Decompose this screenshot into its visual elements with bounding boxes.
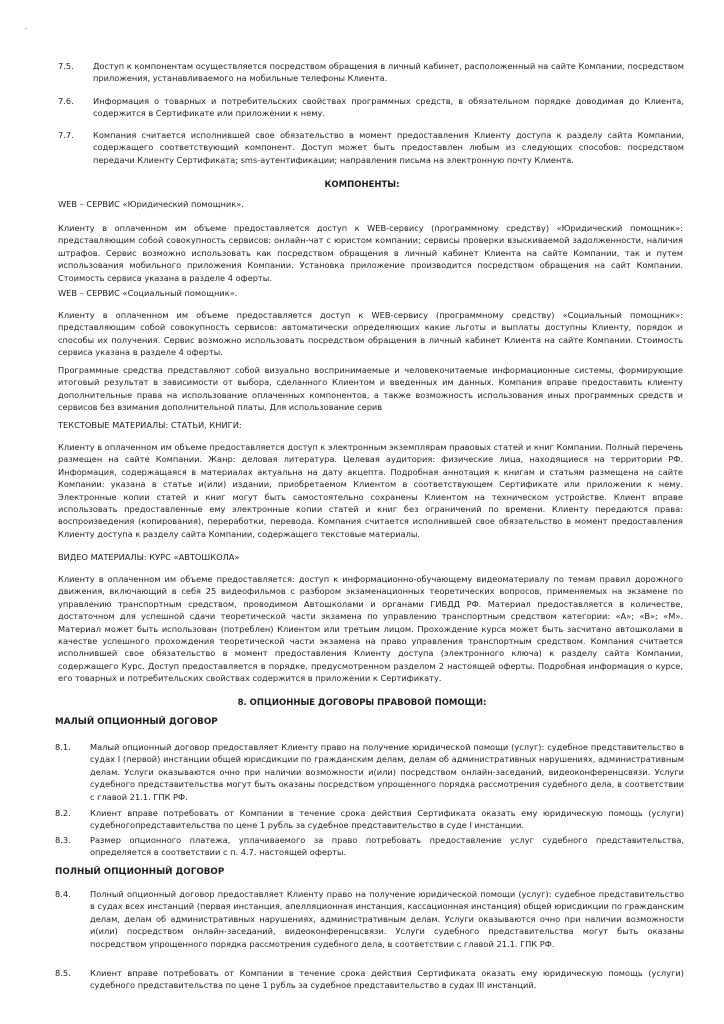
clause-text: Клиент вправе потребовать от Компании в течение срока действия Сертификата оказать ему юридическую помощь (услуги) судебного представительства по цене 1 рубль за судебное представительство в судах III инстанций.	[90, 968, 684, 991]
clause-text: Доступ к компонентам осуществляется посредством обращения в личный кабинет, расположенный на сайте Компании, посредством приложения, устанавливаемого на мобильные телефоны Клиента.	[93, 61, 684, 84]
clause-8-4	[55, 888, 684, 950]
clause-text: Информация о товарных и потребительских свойствах программных средств, в обязательном порядке доводимая до Клиента, содержится в Сертификате или приложении к нему.	[93, 96, 684, 119]
text-materials-label: ТЕКСТОВЫЕ МАТЕРИАЛЫ: СТАТЬИ, КНИГИ:	[58, 420, 242, 430]
clause-7-5	[58, 60, 684, 85]
clause-8-1	[55, 741, 684, 803]
clause-text: Клиент вправе потребовать от Компании в течение срока действия Сертификата оказать ему юридическую помощь (услуги) судебногопредставительства по цене 1 рубль за судебное представительство в суде I инстанции.	[90, 808, 684, 831]
clause-8-3	[55, 834, 684, 859]
clause-8-5	[55, 967, 684, 992]
full-option-contract-heading: ПОЛНЫЙ ОПЦИОННЫЙ ДОГОВОР	[55, 867, 225, 877]
clause-number: 8.4.	[55, 889, 71, 899]
social-assistant-text: Клиенту в оплаченном им объеме предоставляется доступ к WEB-сервису (программному средству) «Социальный помощник»: представляющим собой совокупность сервисов: автоматически определяющих какие льготы и выплаты доступны Клиенту, порядок и способы их получения. Сервис возможно использовать посредством обращения в личный кабинет Клиента на сайте Компании. Стоимость сервиса указана в разделе 4 оферты.	[58, 310, 683, 358]
clause-7-6	[58, 95, 684, 120]
social-assistant-label: WEB – СЕРВИС «Социальный помощник».	[58, 288, 238, 298]
scan-artifact	[25, 28, 27, 29]
text-materials-text: Клиенту в оплаченном им объеме предоставляется доступ к электронным экземплярам правовых статей и книг Компании. Полный перечень размещен на сайте Компании. Жанр: деловая литература. Целевая аудитория: физические лица, находящиеся на территории РФ. Информация, содержащаяся в материалах актуальна на дату акцепта. Подробная аннотация к книгам и статьям размещена на сайте Компании: указана в статье и(или) издании, приобретаемом Клиентом в соответствующем Сертификате или приложении к нему. Электронные копии статей и книг могут быть самостоятельно сохранены Клиентом на техническом устройстве. Клиент вправе использовать предоставленные ему электронные копии статей и книг без ограничений по времени. Клиенту передаются права: воспроизведения (копирования), переработки, перевода. Компания считается исполнившей свое обязательство в момент предоставления Клиенту доступа к разделу сайта Компании, содержащего текстовые материалы.	[58, 442, 683, 539]
small-option-contract-heading: МАЛЫЙ ОПЦИОННЫЙ ДОГОВОР	[55, 717, 218, 727]
legal-assistant-label: WEB – СЕРВИС «Юридический помощник».	[58, 199, 244, 209]
clause-text: Малый опционный договор предоставляет Клиенту право на получение юридической помощи (услуг): судебное представительство в судах I (первой) инстанции общей юрисдикции по гражданским делам, делам об административных нарушениях, административным делам. Услуги оказываются очно при наличии возможности и(или) посредством онлайн-заседаний, видеоконференцсвязи. Услуги судебного представительства могут быть оказаны посредством упрощенного порядка рассмотрения судебного дела, в соответствии с главой 21.1. ГПК РФ.	[90, 742, 684, 802]
video-materials-text: Клиенту в оплаченном им объеме предоставляется: доступ к информационно-обучающему видеоматериалу по темам правил дорожного движения, включающий в себя 25 видеофильмов с разбором экзаменационных теоретических вопросов, применяемых на экзамене по управлению транспортным средством, проводимом Автошколами и органами ГИБДД РФ. Материал предоставляется в количестве, достаточном для успешной сдачи теоретической части экзамена по управлению транспортным средством категории: «А»; «В»; «М». Материал может быть использован (потреблен) Клиентом или третьим лицом. Прохождение курса может быть засчитано автошколами в качестве успешного прохождения теоретической части экзамена на право управления транспортным средством. Компания считается исполнившей свое обязательство в момент предоставления Клиенту доступа (электронного ключа) к разделу сайта Компании, содержащего Курс. Доступ предоставляется в порядке, предусмотренном разделом 2 настоящей оферты. Подробная информация о курсе, его товарных и потребительских свойствах содержится в приложении к Сертификату.	[58, 574, 683, 684]
software-text: Программные средства представляют собой визуально воспринимаемые и человекочитаемые информационные системы, формирующие итоговый результат в зависимости от выбора, сделанного Клиентом и введенных им данных. Компания вправе предоставить клиенту дополнительные права на использование оплаченных компонентов, а также возможность использования иных программных средств и сервисов без взимания дополнительной платы. Для использование серив	[58, 365, 683, 413]
clause-number: 8.3.	[55, 835, 71, 845]
legal-assistant-text: Клиенту в оплаченном им объеме предоставляется доступ к WEB-сервису (программному средству) «Юридический помощник»: представляющим собой совокупность сервисов: онлайн-чат с юристом компании; сервисы проверки взыскиваемой задолженности, наличия штрафов. Сервис возможно использовать как посредством обращения в личный кабинет Клиента на сайте Компании, так и путем использования мобильного приложения Компании. Установка приложение производится посредством обращения на сайт Компании. Стоимость сервиса указана в разделе 4 оферты.	[58, 223, 683, 283]
section-8-heading: 8. ОПЦИОННЫЕ ДОГОВОРЫ ПРАВОВОЙ ПОМОЩИ:	[237, 698, 487, 708]
clause-number: 7.5.	[58, 61, 74, 71]
clause-7-7	[58, 129, 684, 166]
clause-number: 8.2.	[55, 808, 71, 818]
clause-number: 8.5.	[55, 968, 71, 978]
clause-8-2	[55, 807, 684, 832]
video-materials-label: ВИДЕО МАТЕРИАЛЫ: КУРС «АВТОШКОЛА»	[58, 552, 240, 562]
clause-number: 7.6.	[58, 96, 74, 106]
clause-text: Компания считается исполнившей свое обязательство в момент предоставления Клиенту доступа к разделу сайта Компании, содержащего соответствующий компонент. Доступ может быть предоставлен любым из следующих способов: посредством передачи Клиенту Сертификата; sms-аутентификации; направления письма на электронную почту Клиента.	[93, 130, 684, 165]
components-heading: КОМПОНЕНТЫ:	[324, 180, 400, 190]
clause-number: 8.1.	[55, 742, 71, 752]
clause-text: Размер опционного платежа, уплачиваемого за право потребовать предоставление услуг судебного представительства, определяется в соответствии с п. 4.7. настоящей оферты.	[90, 835, 684, 858]
clause-text: Полный опционный договор предоставляет Клиенту право на получение юридической помощи (услуг): судебное представительство в судах всех инстанций (первая инстанция, апелляционная инстанция, кассационная инстанция) общей юрисдикции по гражданским делам, делам об административных нарушениях, административным делам. Услуги оказываются очно при наличии возможности и(или) посредством онлайн-заседаний, видеоконференцсвязи. Услуги судебного представительства могут быть оказаны посредством упрощенного порядка рассмотрения судебного дела, в соответствии с главой 21.1. ГПК РФ.	[90, 889, 684, 949]
clause-number: 7.7.	[58, 130, 74, 140]
